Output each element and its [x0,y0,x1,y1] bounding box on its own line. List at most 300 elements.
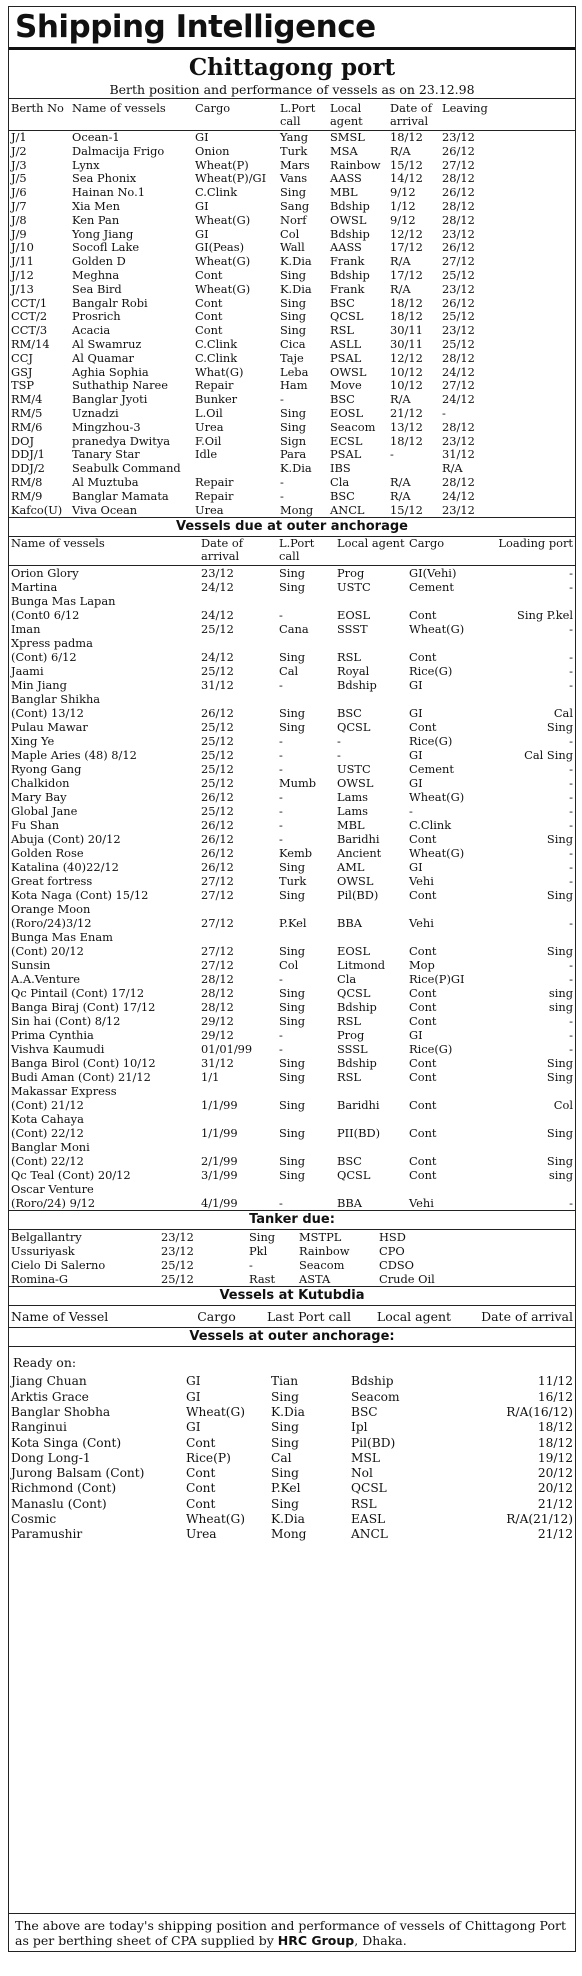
due-row [9,930,575,944]
table-cell: Lams [337,790,369,805]
table-cell: J/6 [11,186,27,200]
column-header: L.Port call [277,537,335,566]
table-cell: 21/12 [537,1496,573,1511]
table-cell: Sea Phonix [72,172,137,186]
table-cell: - [279,804,283,819]
table-cell: P.Kel [279,916,307,931]
table-cell: BSC [337,706,362,721]
column-header: Loading port [487,537,575,566]
table-cell: 18/12 [390,296,423,310]
due-row [9,860,575,874]
table-cell: 29/12 [201,1014,234,1029]
outer-anchorage-row [9,1497,575,1512]
table-cell: - [569,1042,573,1057]
table-cell: - [390,448,394,462]
table-cell: 26/12 [442,144,475,158]
table-cell: Sing [280,296,307,310]
table-cell: Cont [195,268,223,282]
table-cell: 27/12 [201,944,234,959]
table-cell: Vehi [409,916,434,931]
table-cell: - [279,818,283,833]
table-cell: Pil(BD) [337,888,379,903]
table-cell: 26/12 [201,832,234,847]
table-cell: J/10 [11,241,34,255]
due-row [9,1196,575,1210]
table-cell: MBL [337,818,365,833]
table-cell: OWSL [330,365,367,379]
due-row [9,1098,575,1112]
table-cell: Iman [11,622,41,637]
due-row [9,958,575,972]
table-cell: Sing [279,720,306,735]
table-cell: - [569,566,573,581]
table-cell: AASS [330,172,362,186]
table-cell: Urea [195,420,224,434]
berth-row [9,379,575,393]
table-cell: J/8 [11,213,27,227]
table-cell: Cont [409,1154,437,1169]
table-cell: Cont [195,324,223,338]
outer-anchorage-row [9,1512,575,1527]
table-cell: Sing [280,268,307,282]
berth-row [9,435,575,449]
table-cell: Bdship [330,199,370,213]
table-cell: QCSL [351,1481,387,1496]
table-cell: R/A [390,282,411,296]
table-cell [199,1112,277,1126]
berth-row [9,145,575,159]
table-cell: USTC [337,580,371,595]
table-cell: Sing P.kel [517,608,573,623]
table-cell: 13/12 [390,420,423,434]
table-cell: BSC [330,393,355,407]
table-cell: sing [548,1168,573,1183]
due-row [9,650,575,664]
table-cell: Cont [409,1014,437,1029]
table-cell: 24/12 [442,365,475,379]
table-cell: Cont [409,1126,437,1141]
tanker-section-title: Tanker due: [9,1210,575,1230]
due-row [9,1126,575,1140]
table-cell: 18/12 [390,310,423,324]
table-cell: R/A [390,489,411,503]
table-cell: Sing [249,1230,276,1245]
table-cell: RSL [337,1014,361,1029]
table-cell: - [569,580,573,595]
table-cell: - [279,762,283,777]
table-cell: - [569,860,573,875]
table-cell: 26/12 [201,706,234,721]
table-cell: J/5 [11,172,27,186]
table-cell: R/A [390,144,411,158]
table-cell: - [569,874,573,889]
due-section-title: Vessels due at outer anchorage [9,517,575,537]
table-cell: Cla [330,475,350,489]
table-cell: 28/12 [201,972,234,987]
table-cell: - [279,678,283,693]
table-cell: EOSL [337,944,371,959]
table-cell: Col [553,1098,573,1113]
table-cell [199,1182,277,1196]
table-cell: DOJ [11,434,35,448]
table-cell [199,692,277,706]
table-cell: C.Clink [195,351,238,365]
table-cell: Cont [186,1435,216,1450]
table-cell: Budi Aman (Cont) 21/12 [11,1070,151,1085]
table-cell: HSD [379,1230,406,1245]
table-cell: Arktis Grace [11,1389,89,1404]
due-row [9,790,575,804]
table-cell: J/12 [11,268,34,282]
table-cell: 4/1/99 [201,1196,238,1211]
table-cell: R/A(21/12) [506,1511,573,1526]
table-cell: 28/12 [442,475,475,489]
due-row [9,986,575,1000]
table-cell: Qc Teal (Cont) 20/12 [11,1168,131,1183]
table-cell: RM/8 [11,475,43,489]
table-cell: 31/12 [201,678,234,693]
table-cell: Sing [280,324,307,338]
table-cell: J/11 [11,255,34,269]
table-cell: Sing [271,1389,299,1404]
table-cell: GI [195,227,209,241]
table-cell: 11/12 [537,1374,573,1389]
table-cell: RM/9 [11,489,43,503]
table-cell: MBL [330,186,358,200]
table-cell: OWSL [330,213,367,227]
table-cell: (Roro/24)3/12 [11,916,92,931]
table-cell: - [569,790,573,805]
table-cell: - [279,1042,283,1057]
table-cell: Turk [279,874,307,889]
table-cell: - [249,1258,253,1273]
table-cell: Sing [279,1126,306,1141]
table-cell [407,636,487,650]
due-row [9,692,575,706]
table-cell: Cica [280,337,306,351]
due-row [9,1084,575,1098]
table-cell: Repair [195,489,234,503]
table-cell: Maple Aries (48) 8/12 [11,748,137,763]
outer-anchorage-row [9,1405,575,1420]
table-cell: Rainbow [330,158,381,172]
table-cell: ASLL [330,337,362,351]
berth-row [9,421,575,435]
table-cell: K.Dia [271,1404,305,1419]
table-cell: SSST [337,622,368,637]
berth-row [9,310,575,324]
column-header: Berth No [9,102,70,131]
table-cell: Mong [280,503,314,517]
table-cell: 23/12 [442,130,475,144]
table-cell: Seacom [299,1258,345,1273]
table-cell: Sing [546,1126,573,1141]
table-cell: Cont [195,310,223,324]
table-cell: GI [409,776,423,791]
table-cell: Kota Cahaya [11,1112,84,1127]
table-cell [487,930,575,944]
table-cell: Banglar Shikha [11,692,101,707]
berth-row [9,172,575,186]
table-cell: - [569,972,573,987]
outer-anchorage-row [9,1436,575,1451]
table-cell: GI [195,199,209,213]
table-cell: Global Jane [11,804,78,819]
table-cell: 23/12 [201,566,234,581]
table-cell: Sing [271,1435,299,1450]
due-row [9,706,575,720]
table-cell: Chalkidon [11,776,70,791]
table-cell: Pil(BD) [351,1435,396,1450]
table-cell: IBS [330,462,351,476]
table-cell: - [569,958,573,973]
table-cell: J/7 [11,199,27,213]
table-cell: Pkl [249,1244,268,1259]
table-cell: Xia Men [72,199,120,213]
table-cell: Cement [409,762,454,777]
table-cell: 14/12 [390,172,423,186]
table-cell: Cana [279,622,309,637]
table-cell: F.Oil [195,434,222,448]
table-cell [407,1084,487,1098]
table-cell: What(G) [195,365,244,379]
table-cell: RM/14 [11,337,50,351]
table-cell: Vehi [409,1196,434,1211]
table-cell: sing [548,1000,573,1015]
table-cell: 3/1/99 [201,1168,238,1183]
table-cell: 29/12 [201,1028,234,1043]
berth-row [9,352,575,366]
table-cell: 24/12 [442,393,475,407]
due-row [9,1070,575,1084]
table-cell: 26/12 [201,818,234,833]
table-cell: DDJ/1 [11,448,45,462]
berth-row [9,393,575,407]
table-cell: - [569,650,573,665]
table-cell [277,636,335,650]
table-cell: - [337,748,341,763]
table-cell: 23/12 [442,434,475,448]
table-cell: Fu Shan [11,818,60,833]
table-cell: 26/12 [201,790,234,805]
table-cell [193,462,278,476]
table-cell: Prog [337,566,365,581]
outer-anchorage-row [9,1527,575,1542]
table-cell: Cont [186,1496,216,1511]
table-cell: MSA [330,144,358,158]
table-cell: Bdship [337,1000,377,1015]
table-cell: ANCL [351,1527,388,1542]
ready-on-label: Ready on: [13,1355,77,1371]
table-cell: BSC [330,489,355,503]
table-cell: - [279,608,283,623]
table-cell: 26/12 [201,860,234,875]
table-cell: Kota Naga (Cont) 15/12 [11,888,149,903]
berth-row [9,131,575,145]
table-cell: Banglar Mamata [72,489,169,503]
table-cell: EOSL [330,406,364,420]
table-cell: - [279,1028,283,1043]
berth-row [9,214,575,228]
table-cell [277,594,335,608]
table-cell: 24/12 [201,580,234,595]
footer-city: , Dhaka. [354,1933,407,1948]
table-cell: Crude Oil [379,1272,435,1287]
table-cell [407,594,487,608]
table-cell: Sing [546,944,573,959]
table-cell: (Cont) 20/12 [11,944,84,959]
table-cell: RM/6 [11,420,43,434]
table-cell: Sing [546,1154,573,1169]
due-row [9,874,575,888]
table-cell: Ryong Gang [11,762,82,777]
table-cell: Leba [280,365,309,379]
table-cell: R/A [390,475,411,489]
due-row [9,1168,575,1182]
table-cell: Rice(P) [186,1450,231,1465]
table-cell: 25/12 [201,762,234,777]
port-title: Chittagong port [188,54,396,81]
table-cell: 18/12 [390,130,423,144]
table-cell: - [279,832,283,847]
table-cell: Golden D [72,255,126,269]
table-cell: A.A.Venture [11,972,81,987]
table-cell: Sign [280,434,307,448]
table-cell: Xing Ye [11,734,55,749]
table-cell: Xpress padma [11,636,93,651]
table-cell: Al Swamruz [72,337,142,351]
table-cell: 24/12 [201,608,234,623]
table-cell: R/A [442,462,463,476]
table-cell: 28/12 [201,1000,234,1015]
footer-note [9,1913,575,1951]
table-cell: - [337,734,341,749]
table-cell: Cosmic [11,1511,57,1526]
table-cell: - [569,1028,573,1043]
table-cell: TSP [11,379,35,393]
due-row [9,1014,575,1028]
column-header: L.Port call [278,102,328,131]
table-cell: 1/1 [201,1070,220,1085]
table-cell: GI [409,706,423,721]
table-cell [199,902,277,916]
table-cell: RM/4 [11,393,43,407]
table-cell: - [569,846,573,861]
berth-table [9,102,575,517]
table-cell [277,1182,335,1196]
table-cell: - [569,734,573,749]
table-cell: Sing [546,888,573,903]
due-row [9,1140,575,1154]
table-cell: - [279,1196,283,1211]
table-cell: Cement [409,580,454,595]
table-cell: Kota Singa (Cont) [11,1435,122,1450]
table-cell [407,902,487,916]
table-cell: Bunga Mas Enam [11,930,113,945]
table-cell: GI(Vehi) [409,566,457,581]
table-cell: BSC [330,296,355,310]
column-header: Local agent [328,102,388,131]
table-cell: Banga Biraj (Cont) 17/12 [11,1000,156,1015]
outer-anchorage-row [9,1451,575,1466]
column-header: Leaving [440,102,575,131]
table-cell: Vishva Kaumudi [11,1042,105,1057]
table-cell: 25/12 [442,310,475,324]
table-cell: Sing [279,944,306,959]
table-cell: sing [548,986,573,1001]
table-cell: Banglar Jyoti [72,393,148,407]
berth-row [9,186,575,200]
table-cell: Cont [409,1000,437,1015]
table-cell: Aghia Sophia [72,365,149,379]
table-cell: GI [195,130,209,144]
table-cell: Cont [195,296,223,310]
table-cell: 25/12 [201,776,234,791]
table-cell: Pulau Mawar [11,720,88,735]
table-cell: Uznadzi [72,406,119,420]
table-cell: Lynx [72,158,100,172]
table-cell: Wall [280,241,305,255]
table-cell: J/9 [11,227,27,241]
table-cell: GSJ [11,365,33,379]
due-row [9,776,575,790]
table-cell: QCSL [337,986,371,1001]
table-cell: 9/12 [390,213,416,227]
table-cell [199,930,277,944]
column-header: Cargo [407,537,487,566]
table-cell: 27/12 [201,958,234,973]
table-cell: CPO [379,1244,405,1259]
table-cell [335,1084,407,1098]
table-cell: Cont [409,888,437,903]
table-cell [407,1112,487,1126]
table-cell: Col [280,227,300,241]
table-cell: Ancient [337,846,382,861]
table-cell: Banglar Shobha [11,1404,111,1419]
table-cell: Taje [280,351,304,365]
due-row [9,1056,575,1070]
table-cell [407,930,487,944]
table-cell: Qc Pintail (Cont) 17/12 [11,986,145,1001]
table-cell: - [280,393,284,407]
table-cell: 30/11 [390,337,423,351]
table-cell: Royal [337,664,370,679]
table-cell: Baridhi [337,1098,380,1113]
table-cell: 9/12 [390,186,416,200]
table-cell: Golden Rose [11,846,84,861]
table-cell: Onion [195,144,230,158]
table-cell [335,692,407,706]
table-cell: OWSL [337,874,374,889]
table-cell: 21/12 [390,406,423,420]
table-cell: Kafco(U) [11,503,63,517]
table-cell: 1/1/99 [201,1098,238,1113]
table-cell: Sing [546,720,573,735]
table-cell: Orion Glory [11,566,79,581]
table-cell: Orange Moon [11,902,91,917]
table-cell: Nol [351,1466,373,1481]
table-cell: GI [409,678,423,693]
table-cell: Wheat(P) [195,158,249,172]
table-cell: GI [409,860,423,875]
table-cell: 30/11 [390,324,423,338]
table-cell: 2/1/99 [201,1154,238,1169]
table-cell: Sing [271,1466,299,1481]
table-cell: R/A [390,255,411,269]
table-cell: Sing [280,310,307,324]
table-cell: Richmond (Cont) [11,1481,117,1496]
table-cell: Litmond [337,958,386,973]
